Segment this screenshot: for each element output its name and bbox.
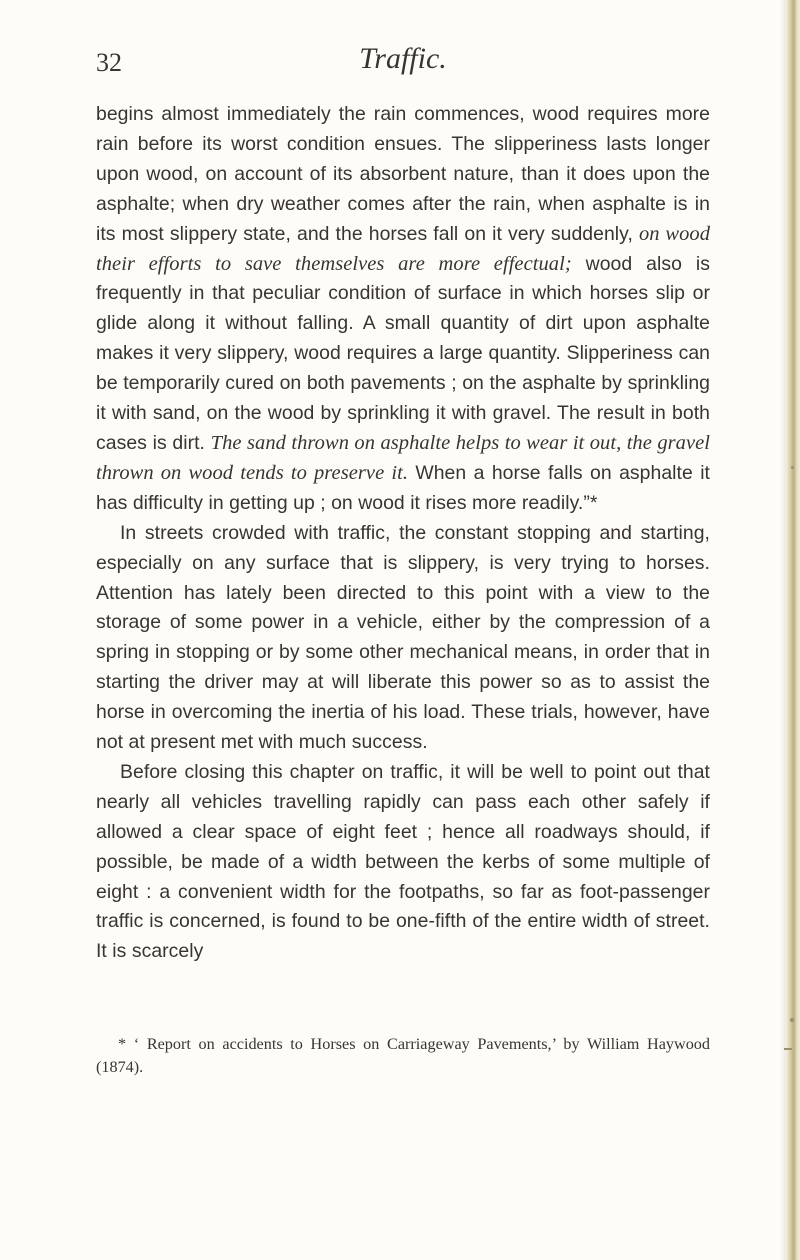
paper-speck — [791, 466, 794, 469]
paragraph-text: begins almost immediately the rain commences, wood requires more rain before its worst condition ensues. The slipperiness lasts longer upon wood, on account of its absorbent nature, than it does upon the asphalte; when dry weather comes after the rain, when asphalte is in its most slippery state, and the horses fall on it very suddenly, — [96, 103, 710, 245]
page-header — [96, 42, 710, 82]
paragraph-roadway-width: Before closing this chapter on traffic, it will be well to point out that nearly all vehicles travelling rapidly can pass each other safely if allowed a clear space of eight feet ; hence all roadways should, if possible, be made of a width between the kerbs of some multiple of eight : a convenient width for the footpaths, so far as foot-passenger traffic is concerned, is found to be one-fifth of the entire width of street. It is scarcely — [96, 760, 710, 963]
paper-speck — [790, 1018, 794, 1022]
page-edge — [786, 0, 800, 1260]
running-title: Traffic. — [359, 42, 447, 75]
paragraph-continued — [96, 100, 710, 519]
paragraph-text: wood also is frequently in that peculiar condition of surface in which horses slip or glide along it without falling. A small quantity of dirt upon asphalte makes it very slippery, wood requires a large quantity. Slipperiness can be temporarily cured on both pavements ; on the asphalte by sprinkling it with sand, on the wood by sprinkling it with gravel. The result in both cases is dirt. — [96, 252, 710, 454]
italic-phrase: on wood their efforts to save themselves are more effectual; — [96, 222, 711, 275]
body-text — [96, 100, 710, 967]
paragraph-storage-of-power: In streets crowded with traffic, the constant stopping and starting, especially on any surface that is slippery, is very trying to horses. Attention has lately been directed to this point with a view to the storage of some power in a vehicle, either by the compression of a spring in stopping or by some other mechanical means, in order that in starting the driver may at will liberate this power so as to assist the horse in overcoming the inertia of his load. These trials, however, have not at present met with much success. — [96, 521, 710, 754]
footnote: * ‘ Report on accidents to Horses on Carriageway Pavements,’ by William Haywood (1874). — [96, 1035, 710, 1076]
page-number: 32 — [96, 48, 122, 77]
italic-phrase: The sand thrown on asphalte helps to wear it out, the gravel thrown on wood tends to preserve it. — [96, 431, 710, 484]
paragraph-text: When a horse falls on asphalte it has difficulty in getting up ; on wood it rises more readily.”* — [96, 461, 710, 514]
paper-speck — [784, 1048, 792, 1050]
